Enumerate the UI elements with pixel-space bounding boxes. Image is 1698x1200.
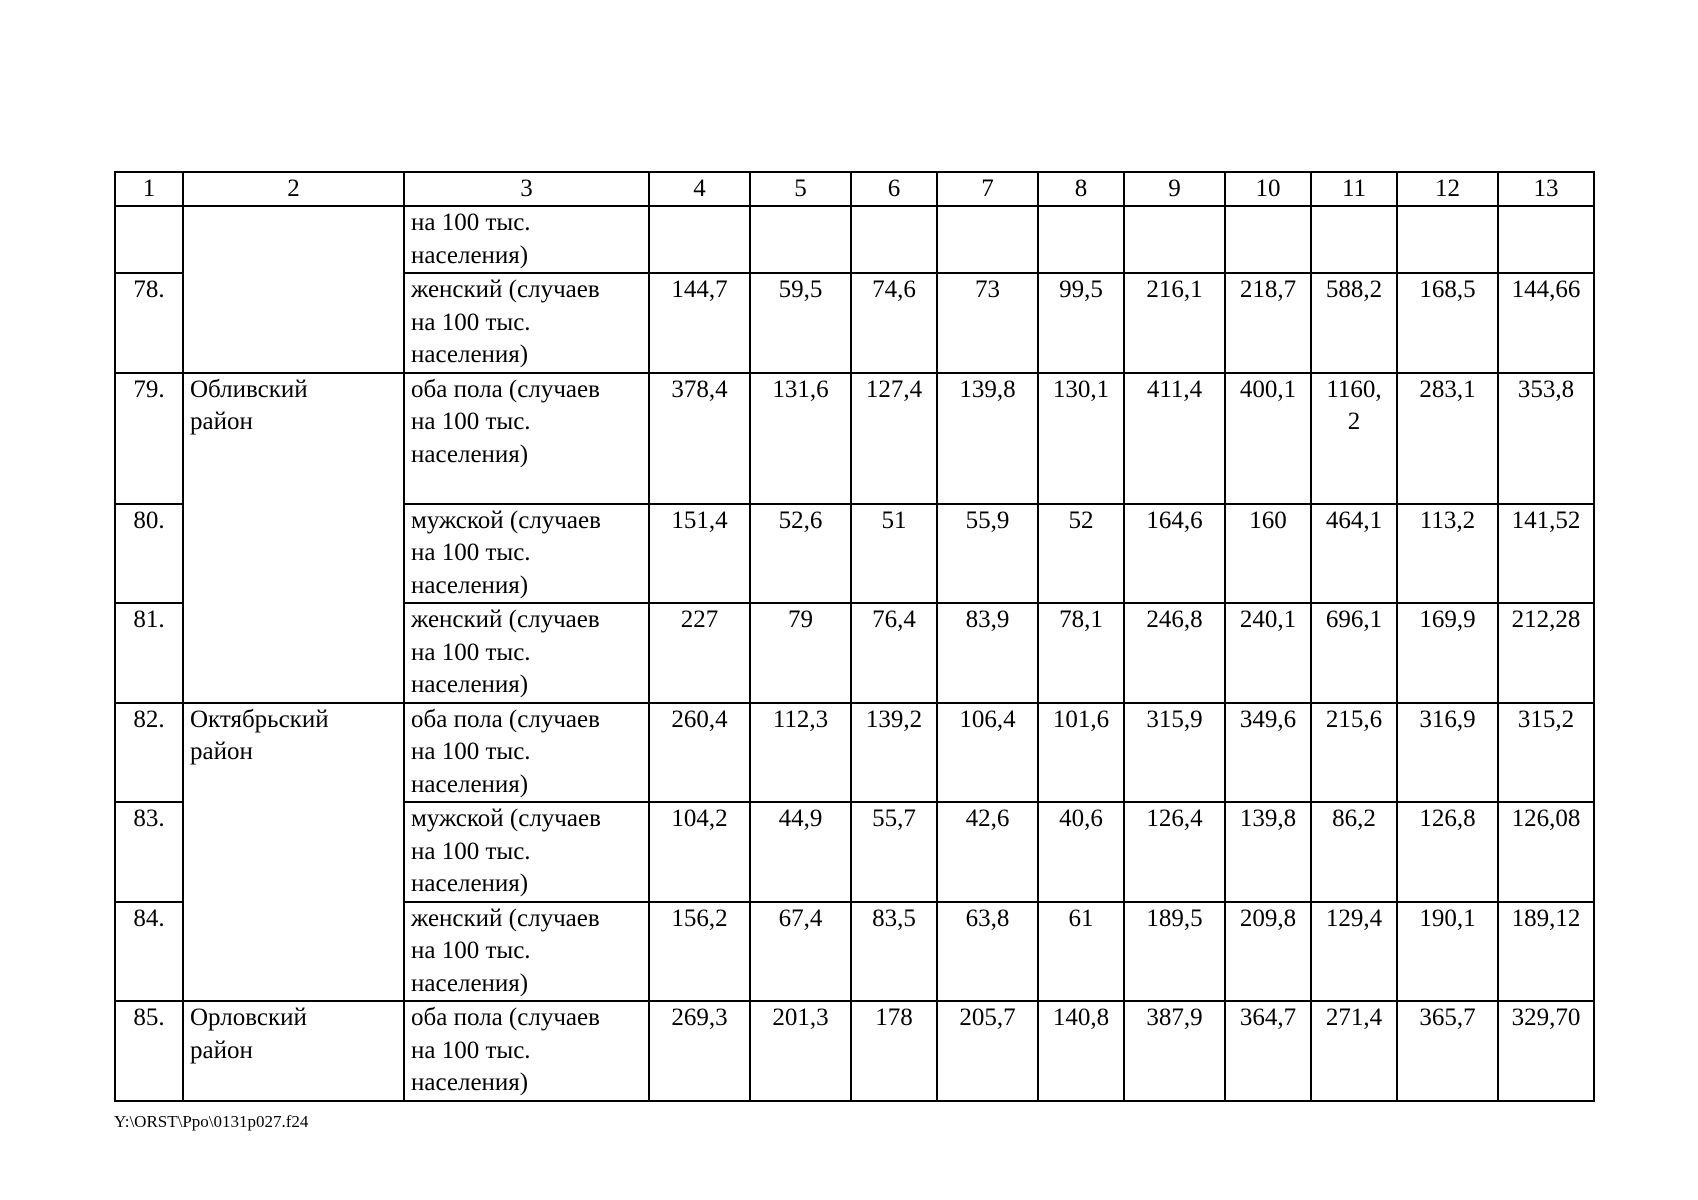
value-cell: 51 — [851, 504, 937, 604]
value-cell: 139,8 — [937, 373, 1038, 504]
value-cell: 144,66 — [1498, 273, 1594, 373]
value-cell: 144,7 — [649, 273, 750, 373]
value-cell — [1124, 206, 1225, 273]
value-cell: 74,6 — [851, 273, 937, 373]
value-cell: 126,4 — [1124, 802, 1225, 902]
value-cell — [649, 206, 750, 273]
category-label: оба пола (случаев на 100 тыс. населения) — [404, 373, 649, 504]
value-cell: 201,3 — [750, 1001, 851, 1101]
value-cell: 101,6 — [1038, 703, 1124, 803]
value-cell: 169,9 — [1397, 603, 1498, 703]
value-cell: 260,4 — [649, 703, 750, 803]
value-cell: 139,8 — [1225, 802, 1311, 902]
value-cell: 411,4 — [1124, 373, 1225, 504]
header-cell: 8 — [1038, 172, 1124, 206]
value-cell: 160 — [1225, 504, 1311, 604]
header-cell: 5 — [750, 172, 851, 206]
value-cell: 129,4 — [1311, 902, 1397, 1002]
header-cell: 3 — [404, 172, 649, 206]
value-cell — [1038, 206, 1124, 273]
value-cell: 315,2 — [1498, 703, 1594, 803]
district-name: Обливский район — [183, 373, 404, 703]
row-number: 78. — [115, 273, 183, 373]
value-cell — [937, 206, 1038, 273]
value-cell: 76,4 — [851, 603, 937, 703]
value-cell: 400,1 — [1225, 373, 1311, 504]
row-number: 81. — [115, 603, 183, 703]
header-cell: 10 — [1225, 172, 1311, 206]
value-cell: 130,1 — [1038, 373, 1124, 504]
value-cell: 113,2 — [1397, 504, 1498, 604]
value-cell: 126,8 — [1397, 802, 1498, 902]
value-cell: 67,4 — [750, 902, 851, 1002]
value-cell: 190,1 — [1397, 902, 1498, 1002]
value-cell: 78,1 — [1038, 603, 1124, 703]
value-cell: 151,4 — [649, 504, 750, 604]
value-cell: 79 — [750, 603, 851, 703]
district-name — [183, 206, 404, 373]
value-cell: 315,9 — [1124, 703, 1225, 803]
value-cell: 140,8 — [1038, 1001, 1124, 1101]
value-cell: 168,5 — [1397, 273, 1498, 373]
row-number: 84. — [115, 902, 183, 1002]
value-cell: 141,52 — [1498, 504, 1594, 604]
value-cell — [1311, 206, 1397, 273]
table-row — [115, 206, 1594, 273]
value-cell: 52,6 — [750, 504, 851, 604]
row-number — [115, 206, 183, 273]
category-label: женский (случаев на 100 тыс. населения) — [404, 273, 649, 373]
value-cell: 42,6 — [937, 802, 1038, 902]
header-cell: 9 — [1124, 172, 1225, 206]
value-cell: 353,8 — [1498, 373, 1594, 504]
header-row — [115, 172, 1594, 206]
value-cell: 316,9 — [1397, 703, 1498, 803]
value-cell: 127,4 — [851, 373, 937, 504]
value-cell: 131,6 — [750, 373, 851, 504]
value-cell: 246,8 — [1124, 603, 1225, 703]
value-cell: 83,5 — [851, 902, 937, 1002]
value-cell: 269,3 — [649, 1001, 750, 1101]
value-cell: 283,1 — [1397, 373, 1498, 504]
value-cell: 218,7 — [1225, 273, 1311, 373]
district-name: Орловский район — [183, 1001, 404, 1101]
value-cell: 106,4 — [937, 703, 1038, 803]
value-cell: 215,6 — [1311, 703, 1397, 803]
district-name: Октябрьский район — [183, 703, 404, 1002]
row-number: 80. — [115, 504, 183, 604]
header-cell: 13 — [1498, 172, 1594, 206]
value-cell: 271,4 — [1311, 1001, 1397, 1101]
value-cell: 216,1 — [1124, 273, 1225, 373]
value-cell: 464,1 — [1311, 504, 1397, 604]
header-cell: 12 — [1397, 172, 1498, 206]
value-cell: 205,7 — [937, 1001, 1038, 1101]
value-cell — [1397, 206, 1498, 273]
table-row — [115, 373, 1594, 504]
category-label: оба пола (случаев на 100 тыс. населения) — [404, 1001, 649, 1101]
file-path-footer: Y:\ORST\Ppo\0131p027.f24 — [114, 1112, 309, 1131]
header-cell: 2 — [183, 172, 404, 206]
value-cell: 349,6 — [1225, 703, 1311, 803]
row-number: 85. — [115, 1001, 183, 1101]
category-label: мужской (случаев на 100 тыс. населения) — [404, 504, 649, 604]
value-cell: 240,1 — [1225, 603, 1311, 703]
header-cell: 11 — [1311, 172, 1397, 206]
value-cell — [1225, 206, 1311, 273]
value-cell: 40,6 — [1038, 802, 1124, 902]
header-cell: 7 — [937, 172, 1038, 206]
value-cell: 86,2 — [1311, 802, 1397, 902]
value-cell: 378,4 — [649, 373, 750, 504]
value-cell: 164,6 — [1124, 504, 1225, 604]
value-cell: 83,9 — [937, 603, 1038, 703]
header-cell: 6 — [851, 172, 937, 206]
value-cell: 209,8 — [1225, 902, 1311, 1002]
category-label: мужской (случаев на 100 тыс. населения) — [404, 802, 649, 902]
value-cell: 696,1 — [1311, 603, 1397, 703]
value-cell: 44,9 — [750, 802, 851, 902]
table-row — [115, 703, 1594, 803]
category-label: женский (случаев на 100 тыс. населения) — [404, 603, 649, 703]
header-cell: 4 — [649, 172, 750, 206]
value-cell: 73 — [937, 273, 1038, 373]
value-cell: 61 — [1038, 902, 1124, 1002]
value-cell: 63,8 — [937, 902, 1038, 1002]
category-label: женский (случаев на 100 тыс. населения) — [404, 902, 649, 1002]
value-cell: 55,9 — [937, 504, 1038, 604]
header-cell: 1 — [115, 172, 183, 206]
value-cell: 126,08 — [1498, 802, 1594, 902]
value-cell: 178 — [851, 1001, 937, 1101]
value-cell: 189,12 — [1498, 902, 1594, 1002]
value-cell: 156,2 — [649, 902, 750, 1002]
row-number: 83. — [115, 802, 183, 902]
value-cell: 364,7 — [1225, 1001, 1311, 1101]
value-cell — [1498, 206, 1594, 273]
value-cell: 365,7 — [1397, 1001, 1498, 1101]
row-number: 82. — [115, 703, 183, 803]
value-cell: 387,9 — [1124, 1001, 1225, 1101]
value-cell: 189,5 — [1124, 902, 1225, 1002]
value-cell: 112,3 — [750, 703, 851, 803]
value-cell: 59,5 — [750, 273, 851, 373]
value-cell: 588,2 — [1311, 273, 1397, 373]
category-label: оба пола (случаев на 100 тыс. населения) — [404, 703, 649, 803]
value-cell: 139,2 — [851, 703, 937, 803]
row-number: 79. — [115, 373, 183, 504]
table-row — [115, 1001, 1594, 1101]
category-label: на 100 тыс. населения) — [404, 206, 649, 273]
value-cell — [750, 206, 851, 273]
value-cell: 227 — [649, 603, 750, 703]
value-cell: 104,2 — [649, 802, 750, 902]
value-cell: 52 — [1038, 504, 1124, 604]
value-cell: 99,5 — [1038, 273, 1124, 373]
value-cell: 55,7 — [851, 802, 937, 902]
value-cell: 329,70 — [1498, 1001, 1594, 1101]
data-table — [114, 171, 1595, 1102]
value-cell: 1160, 2 — [1311, 373, 1397, 504]
value-cell: 212,28 — [1498, 603, 1594, 703]
value-cell — [851, 206, 937, 273]
